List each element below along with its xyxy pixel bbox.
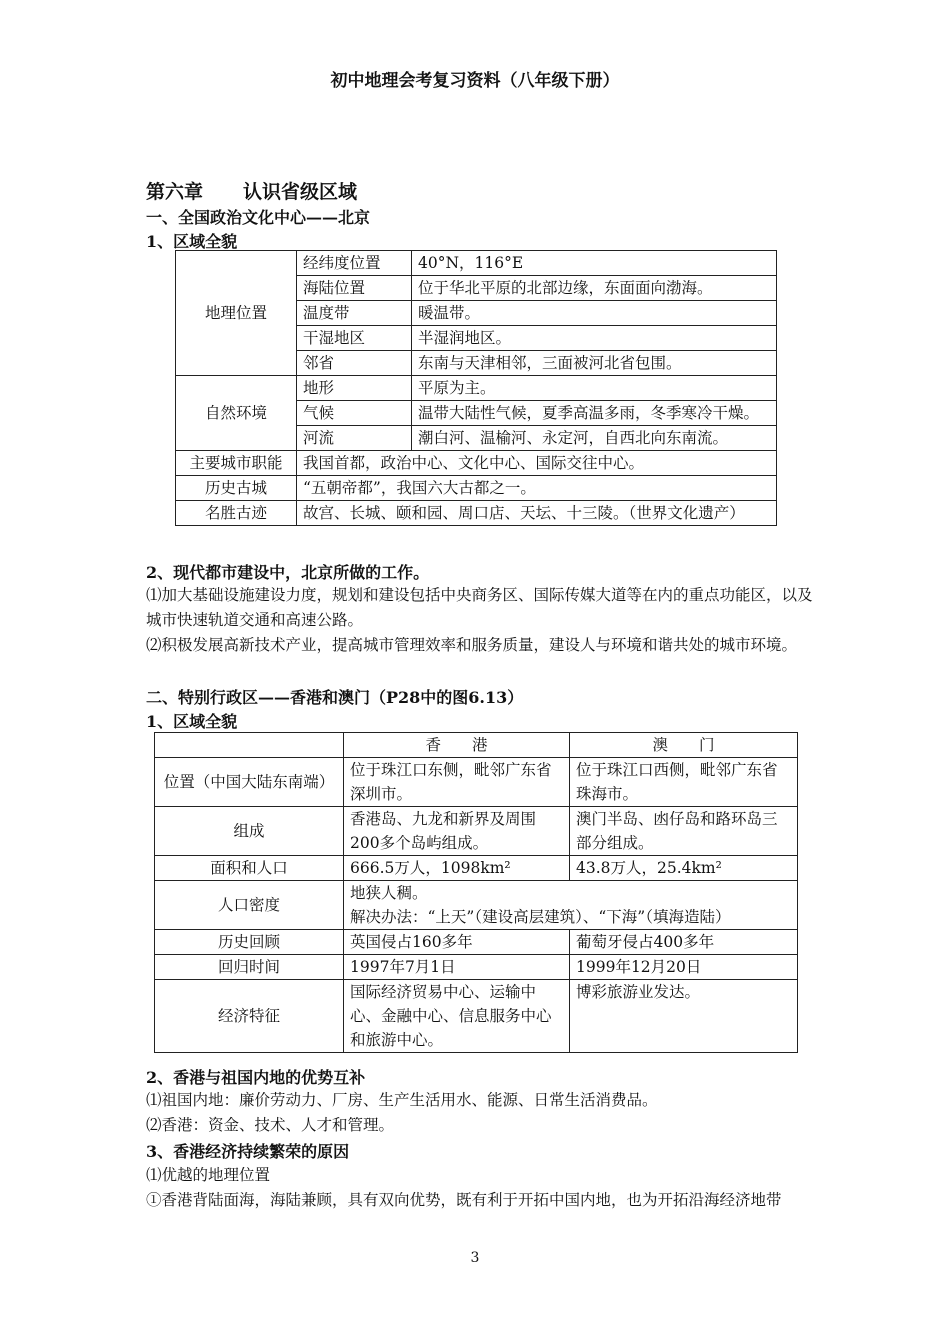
geo-value: 40°N，116°E [412, 251, 777, 276]
mo-cell: 位于珠江口西侧，毗邻广东省珠海市。 [570, 758, 798, 807]
density-cell [344, 881, 798, 930]
section-2-sub1: 1、区域全貌 [146, 712, 238, 731]
beijing-table [175, 250, 777, 526]
row-label: 经济特征 [155, 980, 344, 1053]
density-line-2: 解决办法：“上天”（建设高层建筑）、“下海”（填海造陆） [350, 908, 731, 926]
func-label: 主要城市职能 [176, 451, 297, 476]
section-1-sub2: 2、现代都市建设中，北京所做的工作。 [146, 563, 430, 582]
geo-value: 暖温带。 [412, 301, 777, 326]
mo-cell: 葡萄牙侵占400多年 [570, 930, 798, 955]
geo-key: 温度带 [297, 301, 412, 326]
chapter-number: 第六章 [146, 181, 204, 203]
mo-cell: 43.8万人，25.4km² [570, 856, 798, 881]
geo-value: 半湿润地区。 [412, 326, 777, 351]
row-label: 组成 [155, 807, 344, 856]
mo-cell: 博彩旅游业发达。 [570, 980, 798, 1053]
hist-value: “五朝帝都”，我国六大古都之一。 [297, 476, 777, 501]
nat-key: 地形 [297, 376, 412, 401]
section-1-heading: 一、全国政治文化中心——北京 [146, 208, 371, 227]
geo-key: 经纬度位置 [297, 251, 412, 276]
row-label: 位置（中国大陆东南端） [155, 758, 344, 807]
geo-value: 位于华北平原的北部边缘，东面面向渤海。 [412, 276, 777, 301]
section-1-sub1: 1、区域全貌 [146, 232, 238, 251]
row-label: 人口密度 [155, 881, 344, 930]
row-label: 面积和人口 [155, 856, 344, 881]
paragraph: ⑴祖国内地：廉价劳动力、厂房、生产生活用水、能源、日常生活消费品。 [146, 1091, 658, 1109]
paragraph: ⑵积极发展高新技术产业，提高城市管理效率和服务质量，建设人与环境和谐共处的城市环境。 [146, 636, 798, 654]
hk-cell: 国际经济贸易中心、运输中心、金融中心、信息服务中心和旅游中心。 [344, 980, 570, 1053]
page-number: 3 [470, 1250, 480, 1266]
hk-cell: 位于珠江口东侧，毗邻广东省深圳市。 [344, 758, 570, 807]
nat-value: 温带大陆性气候，夏季高温多雨，冬季寒冷干燥。 [412, 401, 777, 426]
hk-cell: 香港岛、九龙和新界及周围200多个岛屿组成。 [344, 807, 570, 856]
hist-label: 历史古城 [176, 476, 297, 501]
paragraph: ⑴加大基础设施建设力度，规划和建设包括中央商务区、国际传媒大道等在内的重点功能区，以及城市快速轨道交通和高速公路。 [146, 586, 813, 629]
column-header-hk: 香 港 [344, 733, 570, 758]
row-label: 回归时间 [155, 955, 344, 980]
site-value: 故宫、长城、颐和园、周口店、天坛、十三陵。（世界文化遗产） [297, 501, 777, 526]
column-header-mo: 澳 门 [570, 733, 798, 758]
nat-key: 河流 [297, 426, 412, 451]
chapter-heading [146, 177, 357, 204]
paragraph: ⑴优越的地理位置 [146, 1166, 271, 1184]
geo-key: 干湿地区 [297, 326, 412, 351]
section-2-sub3: 3、香港经济持续繁荣的原因 [146, 1142, 350, 1161]
nat-key: 气候 [297, 401, 412, 426]
document-title: 初中地理会考复习资料（八年级下册） [330, 71, 620, 91]
chapter-title: 认识省级区域 [243, 181, 358, 203]
mo-cell: 澳门半岛、凼仔岛和路环岛三部分组成。 [570, 807, 798, 856]
paragraph: ⑵香港：资金、技术、人才和管理。 [146, 1116, 395, 1134]
paragraph: ①香港背陆面海，海陆兼顾，具有双向优势，既有利于开拓中国内地，也为开拓沿海经济地带 [146, 1191, 782, 1209]
density-line-1: 地狭人稠。 [350, 884, 428, 902]
row-label: 历史回顾 [155, 930, 344, 955]
nat-value: 平原为主。 [412, 376, 777, 401]
hk-cell: 666.5万人，1098km² [344, 856, 570, 881]
section-2-sub2: 2、香港与祖国内地的优势互补 [146, 1068, 366, 1087]
geo-key: 海陆位置 [297, 276, 412, 301]
geo-label: 地理位置 [176, 251, 297, 376]
nat-value: 潮白河、温榆河、永定河，自西北向东南流。 [412, 426, 777, 451]
geo-key: 邻省 [297, 351, 412, 376]
section-2-heading: 二、特别行政区——香港和澳门（P28中的图6.13） [146, 688, 524, 707]
hk-macau-table [154, 732, 798, 1053]
mo-cell: 1999年12月20日 [570, 955, 798, 980]
geo-value: 东南与天津相邻，三面被河北省包围。 [412, 351, 777, 376]
hk-cell: 英国侵占160多年 [344, 930, 570, 955]
func-value: 我国首都，政治中心、文化中心、国际交往中心。 [297, 451, 777, 476]
hk-cell: 1997年7月1日 [344, 955, 570, 980]
site-label: 名胜古迹 [176, 501, 297, 526]
nat-label: 自然环境 [176, 376, 297, 451]
